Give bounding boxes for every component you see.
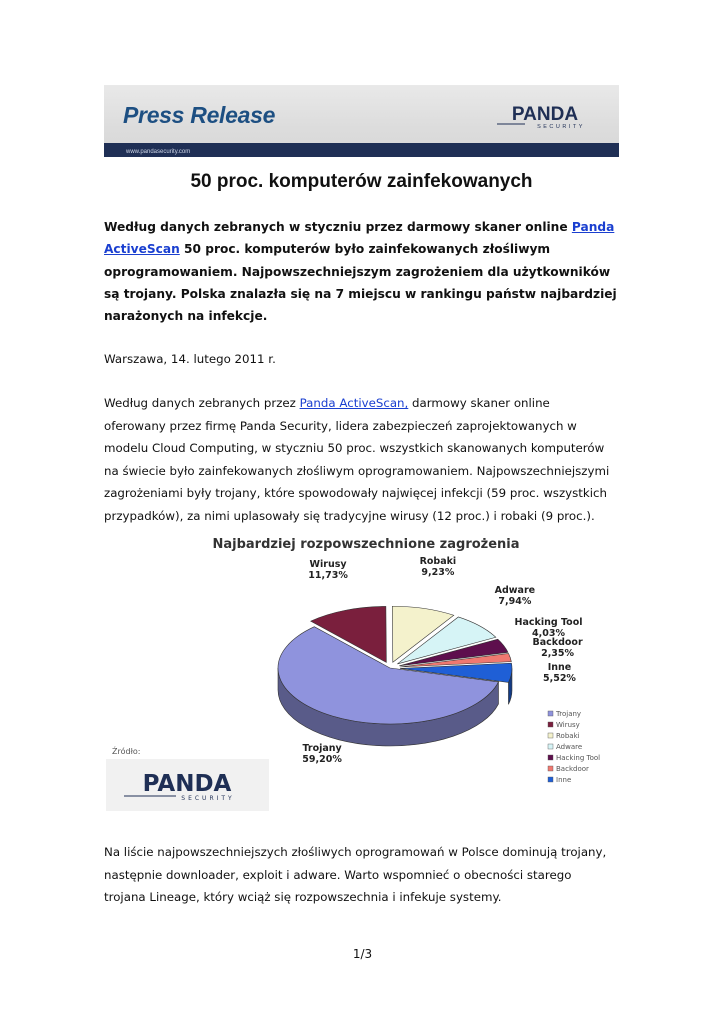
pie [278,606,512,746]
source-label: Źródło: [112,747,141,756]
legend-item-wirusy [548,721,580,729]
chart-title: Najbardziej rozpowszechnione zagrożenia [212,537,520,552]
slice-label-adware [495,585,535,607]
slice-label-backdoor [532,637,582,659]
body-paragraph-1 [104,392,614,528]
banner-title: Press Release [123,102,276,128]
body-paragraph-2: Na liście najpowszechniejszych złośliwych oprogramowań w Polsce dominują trojany, następnie downloader, exploit i adware. Warto wspomnieć o obecności starego trojana Lineage, który wciąż się rozpowszechnia i infekuje systemy. [104,845,607,905]
panda-activescan-link[interactable]: Panda ActiveScan [104,220,615,257]
legend-item-backdoor [548,765,589,773]
legend-swatch [548,777,553,782]
legend-label: Trojany [556,710,582,718]
slice-label-name: Backdoor [532,636,583,648]
panda-logo [489,103,601,131]
slice-label-inne [543,662,576,684]
slice-label-name: Robaki [419,556,457,568]
page-number: 1/3 [352,947,373,961]
panda-logo-text: PANDA [511,104,579,125]
legend-swatch [548,744,553,749]
lead-text-end: 50 proc. komputerów było zainfekowanych złośliwym oprogramowaniem. Najpowszechniejszym zagrożeniem dla użytkowników są trojany. Polska znalazła się na 7 miejscu w rankingu państw najbardziej narażonych na infekcje. [104,242,617,324]
legend-swatch [548,766,553,771]
panda-logo-subtext: SECURITY [537,124,585,130]
legend-item-adware [548,743,582,751]
slice-label-name: Adware [494,584,536,596]
legend-label: Robaki [556,732,580,740]
slice-label-wirusy [308,559,348,581]
slice-label-value: 59,20% [302,754,342,766]
body1-text-end: darmowy skaner online oferowany przez firmę Panda Security, lidera zabezpieczeń zaprojektowanych w modelu Cloud Computing, w styczniu 50 proc. wszystkich skanowanych komputerów na świecie było zainfekowanych złośliwym oprogramowaniem. Najpowszechniejszymi zagrożeniami były trojany, które spowodowały najwięcej infekcji (59 proc. wszystkich przypadków), za nimi uplasowały się tradycyjne wirusy (12 proc.) i robaki (9 proc.). [104,396,610,523]
slice-label-robaki [420,556,457,578]
legend-swatch [548,755,553,760]
lead-paragraph [104,216,624,327]
slice-label-value: 11,73% [308,570,348,582]
source-logo-text: PANDA [142,771,232,797]
slice-label-trojany [302,743,342,765]
legend-label: Hacking Tool [556,754,601,762]
press-release-banner [104,85,619,157]
dateline: Warszawa, 14. lutego 2011 r. [104,352,276,366]
slice-label-value: 5,52% [542,672,576,684]
chart-source [106,745,269,811]
slice-label-name: Wirusy [309,559,347,571]
legend-label: Backdoor [556,765,589,773]
body1-text-start: Według danych zebranych przez [104,396,300,410]
banner-url[interactable]: www.pandasecurity.com [126,149,191,155]
slice-label-value: 2,35% [541,647,575,659]
slice-label-name: Hacking Tool [514,617,583,629]
legend-label: Wirusy [556,721,580,729]
legend-swatch [548,722,553,727]
source-logo-subtext: SECURITY [181,795,235,802]
legend-swatch [548,711,553,716]
panda-activescan-link-2[interactable]: Panda ActiveScan, [299,396,409,410]
slice-label-name: Inne [547,661,572,673]
legend-item-trojany [548,710,581,718]
slice-label-name: Trojany [302,743,342,755]
threats-pie-chart [100,528,620,818]
banner-bar [104,143,619,157]
legend-item-inne [548,776,571,784]
chart-legend [548,710,600,784]
legend-item-hacking-tool [548,754,600,762]
lead-text-start: Według danych zebranych w styczniu przez darmowy skaner online [104,220,572,234]
slice-label-value: 4,03% [532,628,565,640]
legend-label: Inne [556,776,572,784]
legend-item-robaki [548,732,580,740]
article-title: 50 proc. komputerów zainfekowanych [190,171,533,192]
legend-label: Adware [556,743,583,751]
slice-label-value: 9,23% [421,567,455,579]
legend-swatch [548,733,553,738]
slice-label-value: 7,94% [498,595,532,607]
